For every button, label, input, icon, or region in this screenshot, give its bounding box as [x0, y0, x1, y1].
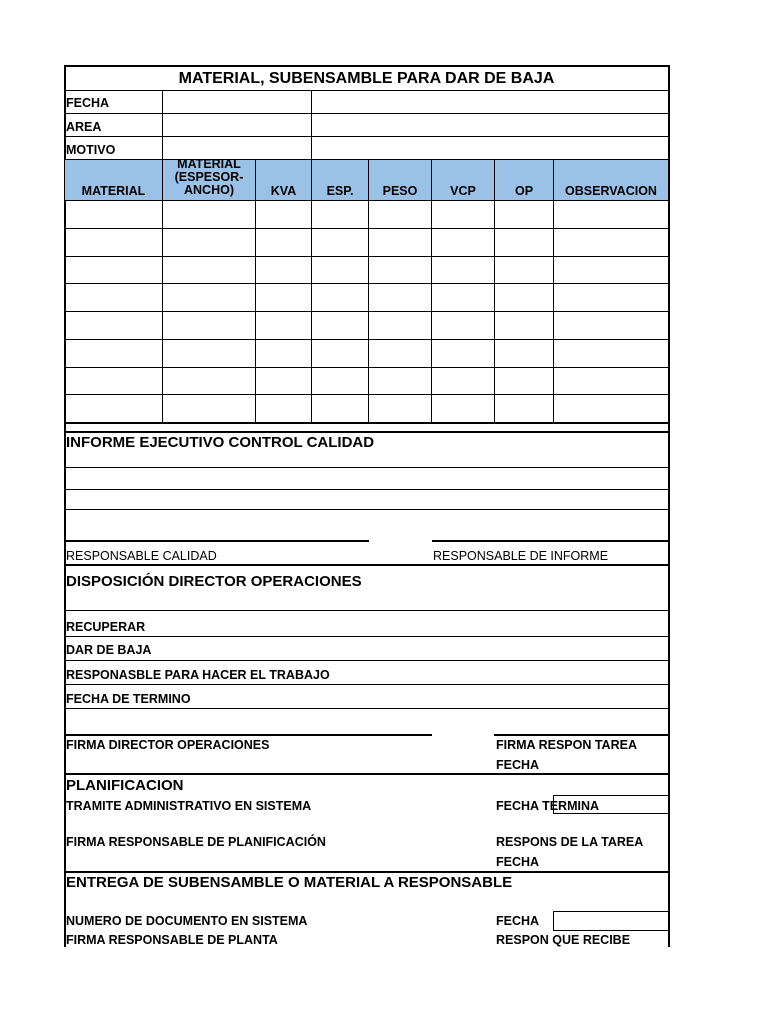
- table-cell[interactable]: [432, 257, 493, 284]
- divider: [494, 159, 495, 423]
- divider: [431, 159, 432, 423]
- divider: [162, 90, 163, 159]
- table-cell[interactable]: [554, 395, 666, 422]
- responsable-calidad-label: RESPONSABLE CALIDAD: [66, 549, 217, 563]
- table-cell[interactable]: [256, 284, 310, 311]
- table-cell[interactable]: [256, 201, 310, 228]
- table-cell[interactable]: [312, 229, 367, 256]
- table-cell[interactable]: [495, 395, 552, 422]
- table-cell[interactable]: [495, 284, 552, 311]
- table-cell[interactable]: [65, 284, 161, 311]
- table-cell[interactable]: [65, 229, 161, 256]
- divider: [64, 136, 669, 137]
- divider: [64, 423, 669, 424]
- entrega-fecha-label: FECHA: [496, 914, 540, 928]
- divider: [64, 610, 669, 611]
- motivo-label: MOTIVO: [66, 143, 116, 157]
- fecha-field-extra[interactable]: [312, 91, 668, 113]
- divider: [64, 871, 669, 873]
- table-cell[interactable]: [369, 284, 430, 311]
- table-cell[interactable]: [495, 229, 552, 256]
- disposicion-heading: DISPOSICIÓN DIRECTOR OPERACIONES: [66, 573, 362, 590]
- table-cell[interactable]: [65, 368, 161, 395]
- table-cell[interactable]: [369, 368, 430, 395]
- motivo-field[interactable]: [163, 137, 311, 159]
- form-title: MATERIAL, SUBENSAMBLE PARA DAR DE BAJA: [178, 70, 555, 87]
- area-label: AREA: [66, 120, 102, 134]
- header-esp: ESP.: [326, 184, 354, 198]
- responsable-informe-label: RESPONSABLE DE INFORME: [433, 549, 609, 563]
- signature-line-informe: [432, 540, 669, 542]
- recuperar-label: RECUPERAR: [66, 620, 146, 634]
- table-cell[interactable]: [256, 257, 310, 284]
- dar-de-baja-label: DAR DE BAJA: [66, 643, 152, 657]
- numero-documento-label: NUMERO DE DOCUMENTO EN SISTEMA: [66, 914, 308, 928]
- table-cell[interactable]: [554, 368, 666, 395]
- divider: [311, 159, 312, 423]
- table-cell[interactable]: [554, 257, 666, 284]
- table-cell[interactable]: [65, 395, 161, 422]
- table-cell[interactable]: [369, 229, 430, 256]
- signature-line-calidad: [64, 540, 369, 542]
- header-material-espesor-line2: (ESPESOR-: [174, 170, 244, 184]
- table-cell[interactable]: [163, 229, 254, 256]
- table-cell[interactable]: [65, 257, 161, 284]
- divider: [255, 159, 256, 423]
- header-material-espesor: [163, 158, 255, 197]
- header-op: OP: [514, 184, 534, 198]
- table-cell[interactable]: [256, 395, 310, 422]
- table-cell[interactable]: [163, 312, 254, 339]
- table-cell[interactable]: [369, 201, 430, 228]
- divider: [311, 90, 312, 159]
- divider: [64, 489, 669, 490]
- table-cell[interactable]: [163, 395, 254, 422]
- entrega-heading: ENTREGA DE SUBENSAMBLE O MATERIAL A RESPONSABLE: [66, 874, 513, 891]
- header-material-espesor-line1: MATERIAL: [177, 157, 241, 171]
- table-cell[interactable]: [432, 284, 493, 311]
- table-cell[interactable]: [65, 340, 161, 367]
- table-cell[interactable]: [65, 201, 161, 228]
- table-cell[interactable]: [554, 229, 666, 256]
- header-vcp: VCP: [450, 184, 476, 198]
- header-peso: PESO: [382, 184, 418, 198]
- disposicion-fecha-label: FECHA: [496, 758, 540, 772]
- fecha-field[interactable]: [163, 91, 311, 113]
- divider: [64, 773, 669, 775]
- table-cell[interactable]: [312, 201, 367, 228]
- informe-line-2[interactable]: [66, 490, 668, 509]
- table-cell[interactable]: [312, 368, 367, 395]
- table-cell[interactable]: [312, 257, 367, 284]
- planificacion-heading: PLANIFICACION: [66, 777, 184, 794]
- respons-tarea-label: RESPONS DE LA TAREA: [496, 835, 644, 849]
- form-border-top: [64, 65, 669, 67]
- header-kva: KVA: [270, 184, 297, 198]
- divider: [64, 467, 669, 468]
- divider: [64, 113, 669, 114]
- header-observacion: OBSERVACION: [565, 184, 657, 198]
- table-cell[interactable]: [432, 340, 493, 367]
- firma-director-label: FIRMA DIRECTOR OPERACIONES: [66, 738, 270, 752]
- firma-respon-tarea-label: FIRMA RESPON TAREA: [496, 738, 637, 752]
- area-field-extra[interactable]: [312, 114, 668, 136]
- table-cell[interactable]: [163, 201, 254, 228]
- table-cell[interactable]: [256, 312, 310, 339]
- form-border-right: [668, 65, 670, 947]
- table-cell[interactable]: [369, 312, 430, 339]
- disposicion-blank-field[interactable]: [66, 709, 668, 733]
- responsable-trabajo-label: RESPONASBLE PARA HACER EL TRABAJO: [66, 668, 330, 682]
- table-cell[interactable]: [495, 340, 552, 367]
- divider: [368, 159, 369, 423]
- header-material: MATERIAL: [81, 184, 146, 198]
- divider: [162, 159, 163, 423]
- informe-line-1[interactable]: [66, 467, 668, 489]
- table-cell[interactable]: [163, 257, 254, 284]
- signature-line-director: [64, 734, 432, 736]
- table-cell[interactable]: [163, 340, 254, 367]
- table-cell[interactable]: [495, 312, 552, 339]
- divider: [553, 159, 554, 423]
- table-cell[interactable]: [495, 201, 552, 228]
- divider: [64, 660, 669, 661]
- fecha-termina-field[interactable]: [553, 795, 668, 814]
- table-cell[interactable]: [554, 284, 666, 311]
- divider: [64, 159, 669, 160]
- table-cell[interactable]: [163, 368, 254, 395]
- fecha-termina-label: FECHA TERMINA: [496, 799, 600, 813]
- table-cell[interactable]: [432, 395, 493, 422]
- table-cell[interactable]: [256, 368, 310, 395]
- informe-heading: INFORME EJECUTIVO CONTROL CALIDAD: [66, 434, 375, 451]
- table-cell[interactable]: [369, 257, 430, 284]
- area-field[interactable]: [163, 114, 311, 136]
- table-cell[interactable]: [163, 284, 254, 311]
- planificacion-fecha-label: FECHA: [496, 855, 540, 869]
- table-cell[interactable]: [495, 257, 552, 284]
- table-cell[interactable]: [256, 340, 310, 367]
- table-cell[interactable]: [312, 395, 367, 422]
- entrega-fecha-field[interactable]: [553, 911, 668, 931]
- table-cell[interactable]: [432, 201, 493, 228]
- divider: [64, 684, 669, 685]
- table-cell[interactable]: [312, 340, 367, 367]
- table-cell[interactable]: [369, 395, 430, 422]
- table-cell[interactable]: [554, 340, 666, 367]
- table-cell[interactable]: [312, 312, 367, 339]
- signature-line-tarea: [494, 734, 669, 736]
- table-cell[interactable]: [554, 312, 666, 339]
- header-material-espesor-line3: ANCHO): [184, 183, 234, 197]
- firma-planificacion-label: FIRMA RESPONSABLE DE PLANIFICACIÓN: [66, 835, 326, 849]
- divider: [64, 509, 669, 510]
- table-cell[interactable]: [495, 368, 552, 395]
- table-cell[interactable]: [432, 229, 493, 256]
- divider: [64, 636, 669, 637]
- respon-recibe-label: RESPON QUE RECIBE: [496, 933, 631, 947]
- table-cell[interactable]: [256, 229, 310, 256]
- table-cell[interactable]: [65, 312, 161, 339]
- table-cell[interactable]: [554, 201, 666, 228]
- divider: [64, 431, 669, 433]
- motivo-field-extra[interactable]: [312, 137, 668, 159]
- table-cell[interactable]: [369, 340, 430, 367]
- divider: [64, 564, 669, 566]
- table-cell[interactable]: [432, 368, 493, 395]
- firma-planta-label: FIRMA RESPONSABLE DE PLANTA: [66, 933, 278, 947]
- fecha-label: FECHA: [66, 96, 110, 110]
- tramite-label: TRAMITE ADMINISTRATIVO EN SISTEMA: [66, 799, 312, 813]
- table-cell[interactable]: [432, 312, 493, 339]
- fecha-termino-label: FECHA DE TERMINO: [66, 692, 191, 706]
- table-cell[interactable]: [312, 284, 367, 311]
